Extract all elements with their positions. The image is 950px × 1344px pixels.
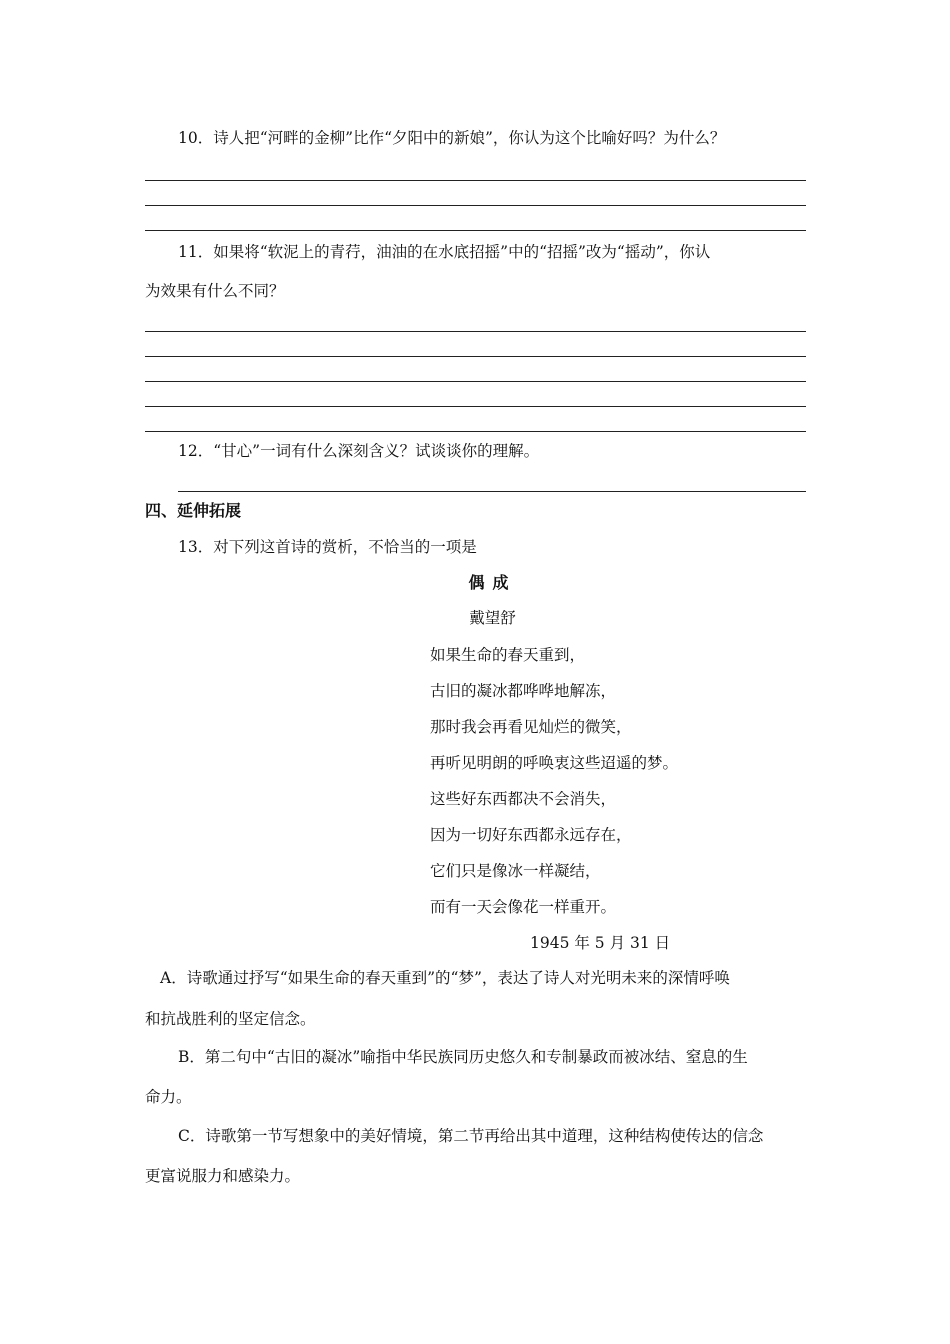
answer-line <box>145 180 806 181</box>
poem-date: 1945 年 5 月 31 日 <box>530 934 671 952</box>
poem-line: 那时我会再看见灿烂的微笑， <box>430 718 632 736</box>
answer-line <box>145 205 806 206</box>
answer-line <box>178 491 806 492</box>
answer-line <box>145 406 806 407</box>
poem-line: 它们只是像冰一样凝结， <box>430 862 601 880</box>
poem-line: 如果生命的春天重到， <box>430 646 586 664</box>
option-c-line1: C．诗歌第一节写想象中的美好情境，第二节再给出其中道理，这种结构使传达的信念 <box>178 1127 764 1145</box>
answer-line <box>145 381 806 382</box>
option-c-line2: 更富说服力和感染力。 <box>145 1167 301 1185</box>
answer-line <box>145 331 806 332</box>
poem-title: 偶成 <box>468 573 517 592</box>
answer-line <box>145 230 806 231</box>
poem-line: 再听见明朗的呼唤衷这些迢遥的梦。 <box>430 754 679 772</box>
option-b-line2: 命力。 <box>145 1088 192 1106</box>
poem-author: 戴望舒 <box>469 609 516 627</box>
answer-line <box>145 356 806 357</box>
question-10: 10．诗人把“河畔的金柳”比作“夕阳中的新娘”，你认为这个比喻好吗？为什么？ <box>178 129 726 147</box>
poem-line: 因为一切好东西都永远存在， <box>430 826 632 844</box>
section-heading: 四、延伸拓展 <box>145 501 242 520</box>
option-a-line1: A．诗歌通过抒写“如果生命的春天重到”的“梦”，表达了诗人对光明未来的深情呼唤 <box>160 969 730 987</box>
question-13: 13．对下列这首诗的赏析，不恰当的一项是 <box>178 538 477 556</box>
option-b-line1: B．第二句中“古旧的凝冰”喻指中华民族同历史悠久和专制暴政而被冰结、窒息的生 <box>178 1048 748 1066</box>
answer-line <box>145 431 806 432</box>
question-11-line2: 为效果有什么不同？ <box>145 282 285 300</box>
question-12: 12．“甘心”一词有什么深刻含义？试谈谈你的理解。 <box>178 442 540 460</box>
poem-line: 而有一天会像花一样重开。 <box>430 898 617 916</box>
poem-line: 这些好东西都决不会消失， <box>430 790 617 808</box>
option-a-line2: 和抗战胜利的坚定信念。 <box>145 1010 316 1028</box>
question-11-line1: 11．如果将“软泥上的青荇，油油的在水底招摇”中的“招摇”改为“摇动”，你认 <box>178 243 711 261</box>
poem-line: 古旧的凝冰都哗哗地解冻， <box>430 682 617 700</box>
